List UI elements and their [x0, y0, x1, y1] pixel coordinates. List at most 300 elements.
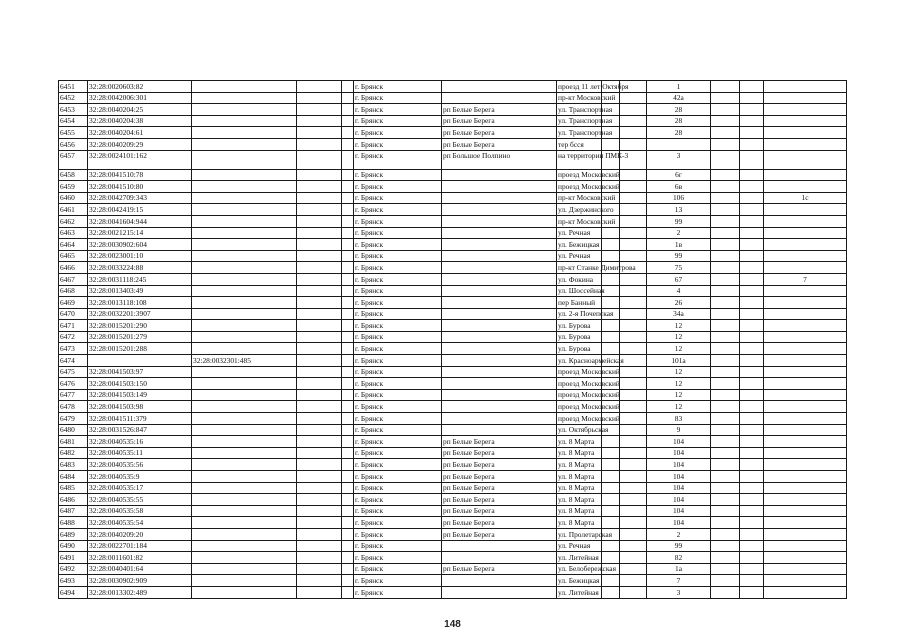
cell-street: ул. 8 Марта: [557, 482, 602, 494]
cell-empty: [740, 181, 764, 193]
cell-city: г. Брянск: [354, 320, 442, 332]
table-row: [59, 308, 847, 320]
cell-empty: [602, 227, 620, 239]
cell-house: 75: [647, 262, 711, 274]
cell-n: 6460: [59, 192, 88, 204]
cell-street: ул. Литейная: [557, 552, 602, 564]
cell-cad: 32:28:0041510:78: [88, 169, 192, 181]
cell-n: 6464: [59, 239, 88, 251]
cell-empty: [297, 471, 342, 483]
cell-house: 104: [647, 436, 711, 448]
cell-cad2: [192, 343, 297, 355]
cell-empty: [711, 436, 740, 448]
cell-empty: [740, 192, 764, 204]
cell-house: 12: [647, 366, 711, 378]
cell-extra: [764, 459, 847, 471]
cell-empty: [740, 215, 764, 227]
cell-extra: [764, 262, 847, 274]
cell-empty: [602, 239, 620, 251]
table-body: [59, 81, 847, 599]
cell-empty: [297, 308, 342, 320]
cell-empty: [342, 239, 354, 251]
cell-settlement: [442, 552, 557, 564]
cell-street: пер Банный: [557, 297, 602, 309]
cell-empty: [297, 297, 342, 309]
cell-empty: [620, 563, 647, 575]
cell-empty: [711, 239, 740, 251]
cell-empty: [342, 297, 354, 309]
cell-cad2: [192, 115, 297, 127]
cell-n: 6466: [59, 262, 88, 274]
cell-empty: [711, 192, 740, 204]
cell-empty: [342, 575, 354, 587]
cell-empty: [297, 482, 342, 494]
cell-empty: [620, 215, 647, 227]
cell-empty: [342, 250, 354, 262]
cell-cad2: [192, 505, 297, 517]
cell-empty: [740, 563, 764, 575]
cell-house: 12: [647, 343, 711, 355]
cell-empty: [297, 138, 342, 150]
cell-empty: [620, 401, 647, 413]
cell-extra: [764, 215, 847, 227]
cell-street: проезд Московский: [558, 413, 620, 423]
cell-empty: [740, 297, 764, 309]
cell-empty: [342, 505, 354, 517]
cell-street: тер бсся: [557, 138, 602, 150]
cell-empty: [711, 215, 740, 227]
table-row: [59, 285, 847, 297]
cell-empty: [711, 540, 740, 552]
cell-street: на территории ПМК-3: [557, 150, 602, 169]
cell-cad2: 32:28:0032301:485: [192, 355, 297, 367]
cell-n: 6492: [59, 563, 88, 575]
cell-house: 99: [647, 250, 711, 262]
cell-empty: [740, 575, 764, 587]
cell-empty: [711, 517, 740, 529]
cell-n: 6468: [59, 285, 88, 297]
cell-empty: [711, 204, 740, 216]
cell-empty: [711, 413, 740, 425]
cell-extra: [764, 482, 847, 494]
cell-empty: [711, 169, 740, 181]
cell-empty: [620, 204, 647, 216]
cell-settlement: [442, 297, 557, 309]
cell-empty: [740, 115, 764, 127]
cell-empty: [342, 552, 354, 564]
cell-cad: 32:28:0041503:97: [88, 366, 192, 378]
cell-n: 6462: [59, 215, 88, 227]
cell-extra: [764, 575, 847, 587]
cell-cad: 32:28:0040204:25: [88, 104, 192, 116]
cell-street: ул. Бурова: [557, 320, 602, 332]
cell-street: проезд Московский: [558, 367, 620, 377]
cell-cad: 32:28:0015201:290: [88, 320, 192, 332]
cell-cad2: [192, 127, 297, 139]
cell-city: г. Брянск: [354, 413, 442, 425]
cell-extra: [764, 127, 847, 139]
cell-city: г. Брянск: [354, 138, 442, 150]
cell-empty: [711, 575, 740, 587]
cell-empty: [740, 227, 764, 239]
cell-empty: [342, 517, 354, 529]
cell-extra: [764, 104, 847, 116]
cell-empty: [602, 586, 620, 598]
cell-empty: [740, 401, 764, 413]
cell-empty: [297, 343, 342, 355]
cell-settlement: [442, 378, 557, 390]
cell-empty: [602, 505, 620, 517]
cell-empty: [711, 308, 740, 320]
cell-city: г. Брянск: [354, 575, 442, 587]
cell-empty: [602, 343, 620, 355]
cell-house: 104: [647, 459, 711, 471]
cell-empty: [620, 320, 647, 332]
cell-cad2: [192, 482, 297, 494]
cell-city: г. Брянск: [354, 552, 442, 564]
cell-settlement: [442, 204, 557, 216]
cell-cad: 32:28:0031118:245: [88, 273, 192, 285]
cell-city: г. Брянск: [354, 331, 442, 343]
cell-empty: [297, 115, 342, 127]
cell-cad: 32:28:0040209:29: [88, 138, 192, 150]
cell-settlement: рп Белые Берега: [442, 563, 557, 575]
cell-n: 6494: [59, 586, 88, 598]
cell-empty: [620, 517, 647, 529]
cell-city: г. Брянск: [354, 528, 442, 540]
cell-empty: [740, 378, 764, 390]
table-row: [59, 447, 847, 459]
cell-empty: [711, 331, 740, 343]
cell-empty: [740, 505, 764, 517]
cell-house: 101а: [647, 355, 711, 367]
cell-empty: [297, 459, 342, 471]
cell-cad: 32:28:0023001:10: [88, 250, 192, 262]
cell-empty: [342, 127, 354, 139]
cell-settlement: [442, 343, 557, 355]
cell-empty: [620, 366, 647, 378]
cell-house: 106: [647, 192, 711, 204]
cell-empty: [602, 273, 620, 285]
cell-empty: [740, 127, 764, 139]
cell-n: 6486: [59, 494, 88, 506]
cell-cad2: [192, 297, 297, 309]
table-row: [59, 494, 847, 506]
cell-empty: [620, 436, 647, 448]
cell-cad: 32:28:0022701:184: [88, 540, 192, 552]
table-row: [59, 250, 847, 262]
cell-settlement: [442, 540, 557, 552]
cell-house: 1а: [647, 563, 711, 575]
cell-empty: [297, 81, 342, 93]
table-row: [59, 204, 847, 216]
cell-house: 13: [647, 204, 711, 216]
table-row: [59, 320, 847, 332]
cell-empty: [620, 540, 647, 552]
cell-cad: 32:28:0041503:150: [88, 378, 192, 390]
cell-street: ул. 8 Марта: [557, 494, 602, 506]
cell-street: пр-кт Московский: [558, 193, 616, 203]
cell-city: г. Брянск: [354, 273, 442, 285]
cell-settlement: [442, 181, 557, 193]
cell-empty: [620, 92, 647, 104]
cell-n: 6457: [59, 150, 88, 169]
cell-cad: 32:28:0040209:20: [88, 528, 192, 540]
table-row: [59, 413, 847, 425]
cell-settlement: рп Белые Берега: [442, 127, 557, 139]
cell-empty: [620, 413, 647, 425]
cell-empty: [297, 413, 342, 425]
cell-n: 6477: [59, 389, 88, 401]
cell-empty: [297, 401, 342, 413]
cell-empty: [711, 355, 740, 367]
cell-empty: [740, 262, 764, 274]
table-row: [59, 138, 847, 150]
cell-house: 2: [647, 227, 711, 239]
cell-n: 6469: [59, 297, 88, 309]
cell-street: ул. 8 Марта: [557, 471, 602, 483]
cell-extra: [764, 181, 847, 193]
cell-empty: [297, 447, 342, 459]
cell-cad2: [192, 366, 297, 378]
cell-empty: [711, 459, 740, 471]
cell-empty: [602, 540, 620, 552]
cell-cad: 32:28:0041503:98: [88, 401, 192, 413]
cell-cad2: [192, 563, 297, 575]
table-row: [59, 575, 847, 587]
table-row: [59, 343, 847, 355]
cell-cad: 32:28:0013118:108: [88, 297, 192, 309]
cell-cad: 32:28:0031526:847: [88, 424, 192, 436]
cell-street: пр-кт Станке Димитрова: [558, 262, 636, 272]
cell-street: ул. Речная: [557, 250, 602, 262]
cell-city: г. Брянск: [354, 343, 442, 355]
cell-street: ул. Речная: [557, 227, 602, 239]
cell-cad2: [192, 401, 297, 413]
cell-city: г. Брянск: [354, 436, 442, 448]
table-row: [59, 127, 847, 139]
cell-settlement: рп Белые Берега: [442, 471, 557, 483]
cell-empty: [620, 494, 647, 506]
cell-settlement: [442, 239, 557, 251]
cell-n: 6476: [59, 378, 88, 390]
cell-city: г. Брянск: [354, 389, 442, 401]
cell-cad2: [192, 540, 297, 552]
cell-extra: [764, 355, 847, 367]
cell-extra: [764, 115, 847, 127]
cell-extra: [764, 297, 847, 309]
cell-empty: [711, 92, 740, 104]
cell-cad: 32:28:0032201:3907: [88, 308, 192, 320]
cell-empty: [740, 355, 764, 367]
cell-street: ул. Бежицкая: [557, 239, 602, 251]
cell-house: 83: [647, 413, 711, 425]
cell-street: ул. Транспортная: [558, 116, 613, 126]
cell-street: ул. 8 Марта: [557, 447, 602, 459]
cell-extra: [764, 150, 847, 169]
cell-empty: [620, 115, 647, 127]
cell-city: г. Брянск: [354, 215, 442, 227]
cell-empty: [297, 150, 342, 169]
cell-extra: [764, 471, 847, 483]
cell-city: г. Брянск: [354, 471, 442, 483]
cell-city: г. Брянск: [354, 586, 442, 598]
cell-house: 104: [647, 447, 711, 459]
cell-empty: [342, 401, 354, 413]
cell-cad: 32:28:0011601:82: [88, 552, 192, 564]
cell-street: проезд Московский: [558, 402, 620, 412]
cell-empty: [297, 215, 342, 227]
cell-empty: [740, 459, 764, 471]
table-row: [59, 150, 847, 169]
cell-extra: [764, 517, 847, 529]
cell-empty: [740, 528, 764, 540]
cell-empty: [711, 343, 740, 355]
cell-cad: 32:28:0041510:80: [88, 181, 192, 193]
cell-empty: [740, 413, 764, 425]
cell-cad2: [192, 104, 297, 116]
table-row: [59, 227, 847, 239]
cell-empty: [711, 227, 740, 239]
cell-cad2: [192, 413, 297, 425]
cell-empty: [711, 320, 740, 332]
cell-house: 12: [647, 331, 711, 343]
cell-street: ул. 8 Марта: [557, 436, 602, 448]
cell-n: 6480: [59, 424, 88, 436]
cell-empty: [342, 181, 354, 193]
cell-house: 26: [647, 297, 711, 309]
cell-house: 67: [647, 273, 711, 285]
cell-house: 6в: [647, 181, 711, 193]
cell-cad2: [192, 215, 297, 227]
cell-street: ул. Красноармейская: [558, 355, 624, 365]
cell-city: г. Брянск: [354, 92, 442, 104]
cell-street: ул. 8 Марта: [557, 459, 602, 471]
cell-street: ул. Бурова: [557, 343, 602, 355]
cell-empty: [342, 262, 354, 274]
table-row: [59, 331, 847, 343]
cell-empty: [342, 92, 354, 104]
cell-city: г. Брянск: [354, 262, 442, 274]
cell-empty: [740, 552, 764, 564]
cell-extra: [764, 227, 847, 239]
cell-cad: 32:28:0040535:16: [88, 436, 192, 448]
cell-extra: [764, 436, 847, 448]
cell-n: 6489: [59, 528, 88, 540]
cell-city: г. Брянск: [354, 181, 442, 193]
cell-house: 99: [647, 215, 711, 227]
table-row: [59, 355, 847, 367]
cell-empty: [297, 540, 342, 552]
cell-empty: [740, 285, 764, 297]
cell-settlement: [442, 227, 557, 239]
cell-cad: 32:28:0030902:604: [88, 239, 192, 251]
cell-n: 6474: [59, 355, 88, 367]
cell-cad2: [192, 192, 297, 204]
cell-extra: [764, 552, 847, 564]
cell-empty: [740, 320, 764, 332]
cell-settlement: [442, 586, 557, 598]
cell-cad: 32:28:0040204:38: [88, 115, 192, 127]
table-row: [59, 482, 847, 494]
cell-street: ул. Октябрьская: [558, 425, 609, 435]
cell-house: 34а: [647, 308, 711, 320]
cell-settlement: [442, 273, 557, 285]
cell-extra: [764, 505, 847, 517]
table-row: [59, 389, 847, 401]
cell-street: ул. Фокина: [557, 273, 602, 285]
cell-empty: [297, 494, 342, 506]
cell-empty: [602, 250, 620, 262]
cell-settlement: рп Белые Берега: [442, 482, 557, 494]
cell-empty: [711, 127, 740, 139]
table-row: [59, 528, 847, 540]
cell-empty: [297, 320, 342, 332]
cell-house: 6г: [647, 169, 711, 181]
cell-empty: [342, 227, 354, 239]
cell-n: 6481: [59, 436, 88, 448]
cell-empty: [740, 343, 764, 355]
cell-cad2: [192, 586, 297, 598]
cell-extra: [764, 308, 847, 320]
cell-cad: 32:28:0042006:301: [88, 92, 192, 104]
cell-city: г. Брянск: [354, 447, 442, 459]
cell-empty: [342, 81, 354, 93]
cell-empty: [740, 204, 764, 216]
cell-house: 28: [647, 115, 711, 127]
cell-empty: [602, 447, 620, 459]
cell-empty: [620, 273, 647, 285]
cell-city: г. Брянск: [354, 540, 442, 552]
cell-empty: [602, 552, 620, 564]
cell-empty: [342, 540, 354, 552]
cell-cad: 32:28:0020603:82: [88, 81, 192, 93]
cell-empty: [342, 169, 354, 181]
cell-empty: [711, 378, 740, 390]
cell-empty: [297, 552, 342, 564]
cell-extra: 7: [764, 273, 847, 285]
cell-empty: [711, 505, 740, 517]
cell-extra: [764, 563, 847, 575]
cell-empty: [620, 192, 647, 204]
cell-city: г. Брянск: [354, 355, 442, 367]
table-row: [59, 378, 847, 390]
cell-empty: [602, 138, 620, 150]
cell-street: проезд Московский: [558, 170, 620, 180]
cell-empty: [342, 343, 354, 355]
cell-settlement: рп Белые Берега: [442, 115, 557, 127]
cell-cad: 32:28:0024101:162: [88, 150, 192, 169]
cell-settlement: рп Большое Полпино: [442, 150, 557, 169]
cell-cad2: [192, 459, 297, 471]
cell-empty: [342, 528, 354, 540]
cell-empty: [711, 586, 740, 598]
cell-cad2: [192, 447, 297, 459]
cell-street: пр-кт Московский: [558, 93, 616, 103]
cell-empty: [740, 494, 764, 506]
cell-street: ул. Шоссейная: [558, 286, 605, 296]
cell-empty: [342, 494, 354, 506]
cell-cad: 32:28:0030902:909: [88, 575, 192, 587]
cell-settlement: [442, 424, 557, 436]
cell-house: 104: [647, 494, 711, 506]
cell-extra: [764, 343, 847, 355]
cell-empty: [297, 127, 342, 139]
cell-empty: [620, 482, 647, 494]
cell-city: г. Брянск: [354, 115, 442, 127]
cell-n: 6490: [59, 540, 88, 552]
cell-settlement: [442, 81, 557, 93]
